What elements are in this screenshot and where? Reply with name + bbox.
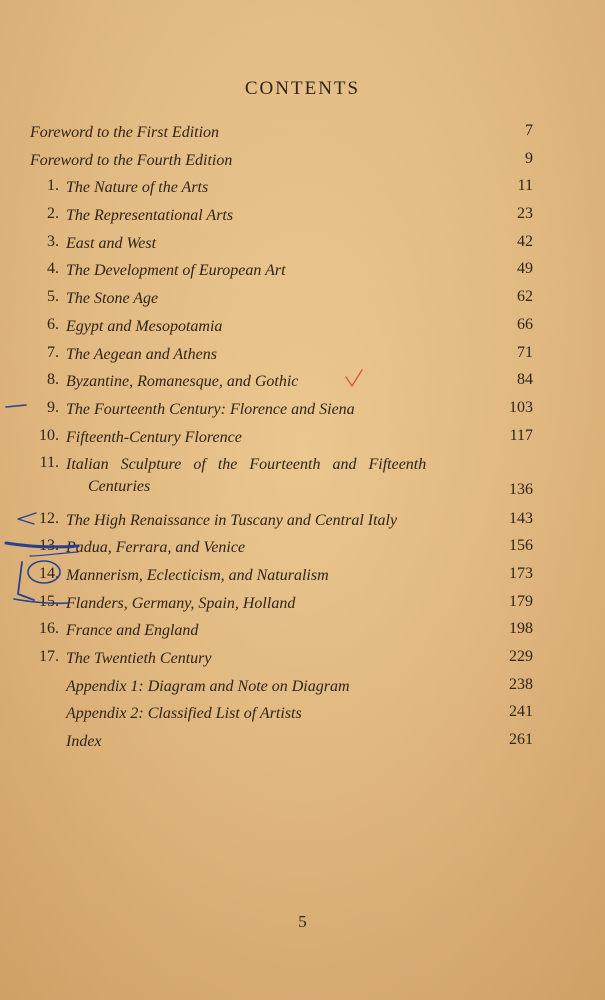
toc-entry-chapter-17	[0, 643, 605, 671]
toc-entry-number: 11.	[39, 454, 59, 472]
toc-entry-number: 14.	[39, 565, 59, 583]
toc-entry-appendix-2	[0, 698, 605, 726]
toc-entry-number: 6.	[47, 315, 59, 333]
toc-entry-page: 241	[509, 703, 533, 721]
toc-entry-chapter-5	[0, 283, 605, 311]
toc-entry-chapter-11	[0, 449, 605, 504]
toc-entry-number: 2.	[47, 205, 59, 223]
toc-entry-page: 71	[517, 343, 533, 361]
toc-entry-page: 136	[509, 481, 533, 499]
table-of-contents	[0, 117, 605, 754]
toc-entry-chapter-2	[0, 200, 605, 228]
toc-entry-page: 261	[509, 731, 533, 749]
toc-entry-page: 117	[509, 426, 533, 444]
toc-entry-title: Egypt and Mesopotamia	[66, 317, 223, 335]
toc-entry-title: The High Renaissance in Tuscany and Central Italy	[66, 511, 398, 529]
toc-entry-page: 66	[517, 315, 533, 333]
toc-entry-foreword-fourth	[0, 145, 605, 173]
toc-entry-chapter-1	[0, 172, 605, 200]
toc-entry-chapter-13	[0, 532, 605, 560]
toc-entry-title-line-2: Centuries	[88, 478, 151, 496]
toc-entry-chapter-3	[0, 228, 605, 256]
toc-entry-number: 16.	[39, 620, 59, 638]
toc-entry-number: 10.	[39, 426, 59, 444]
toc-entry-title: The Development of European Art	[66, 262, 286, 280]
toc-entry-chapter-14	[0, 560, 605, 588]
toc-entry-chapter-15	[0, 588, 605, 616]
toc-entry-number: 8.	[47, 371, 59, 389]
toc-entry-index	[0, 726, 605, 754]
toc-entry-title: Padua, Ferrara, and Venice	[66, 539, 246, 557]
toc-entry-title: The Twentieth Century	[66, 650, 212, 668]
toc-entry-title: The Aegean and Athens	[66, 345, 217, 363]
toc-entry-title: The Fourteenth Century: Florence and Siena	[66, 400, 355, 418]
toc-entry-page: 62	[517, 288, 533, 306]
toc-entry-page: 11	[517, 177, 533, 195]
page-title: CONTENTS	[244, 78, 361, 99]
toc-entry-page: 49	[517, 260, 533, 278]
toc-entry-page: 198	[509, 620, 533, 638]
toc-entry-title: Fifteenth-Century Florence	[66, 428, 242, 446]
toc-entry-chapter-16	[0, 615, 605, 643]
toc-entry-page: 23	[517, 205, 533, 223]
toc-entry-number: 13.	[39, 537, 59, 555]
toc-entry-title: The Representational Arts	[66, 207, 234, 225]
toc-entry-page: 7	[525, 122, 533, 139]
toc-entry-page: 103	[509, 398, 533, 416]
toc-entry-title: Appendix 1: Diagram and Note on Diagram	[66, 677, 350, 695]
toc-entry-page: 238	[509, 675, 533, 693]
toc-entry-chapter-10	[0, 422, 605, 450]
toc-entry-number: 9.	[47, 398, 59, 416]
toc-entry-page: 179	[509, 592, 533, 610]
toc-entry-title-line-1: Italian Sculpture of the Fourteenth and Fifteenth	[66, 456, 427, 474]
toc-entry-title: Foreword to the First Edition	[30, 124, 220, 141]
toc-entry-title: Mannerism, Eclecticism, and Naturalism	[66, 567, 329, 585]
toc-entry-number: 1.	[47, 177, 59, 195]
toc-entry-title: Flanders, Germany, Spain, Holland	[66, 594, 296, 612]
toc-entry-number: 5.	[47, 288, 59, 306]
toc-entry-page: 84	[517, 371, 533, 389]
toc-entry-page: 143	[509, 509, 533, 527]
toc-entry-chapter-8	[0, 366, 605, 394]
toc-entry-title: East and West	[66, 234, 157, 252]
toc-entry-title: Byzantine, Romanesque, and Gothic	[66, 373, 299, 391]
toc-entry-number: 3.	[47, 232, 59, 250]
toc-entry-page: 9	[525, 149, 533, 167]
toc-entry-title: Index	[66, 733, 102, 751]
toc-entry-appendix-1	[0, 671, 605, 699]
toc-entry-title: The Stone Age	[66, 290, 159, 308]
toc-entry-page: 173	[509, 565, 533, 583]
toc-entry-page: 42	[517, 232, 533, 250]
toc-entry-number: 15.	[39, 592, 59, 610]
toc-entry-number: 4.	[47, 260, 59, 278]
toc-entry-page: 229	[509, 648, 533, 666]
toc-entry-page: 156	[509, 537, 533, 555]
toc-entry-chapter-6	[0, 311, 605, 339]
toc-entry-title: Foreword to the Fourth Edition	[30, 151, 233, 169]
toc-entry-chapter-4	[0, 255, 605, 283]
toc-entry-chapter-12	[0, 505, 605, 533]
toc-entry-number: 7.	[47, 343, 59, 361]
toc-entry-foreword-first	[0, 117, 605, 145]
toc-entry-title	[66, 454, 482, 498]
toc-entry-title: France and England	[66, 622, 199, 640]
toc-entry-title: Appendix 2: Classified List of Artists	[66, 705, 302, 723]
toc-entry-chapter-7	[0, 339, 605, 367]
toc-entry-chapter-9	[0, 394, 605, 422]
toc-entry-title: The Nature of the Arts	[66, 179, 209, 197]
toc-entry-number: 12.	[39, 509, 59, 527]
toc-entry-number: 17.	[39, 648, 59, 666]
page-number: 5	[298, 912, 307, 931]
